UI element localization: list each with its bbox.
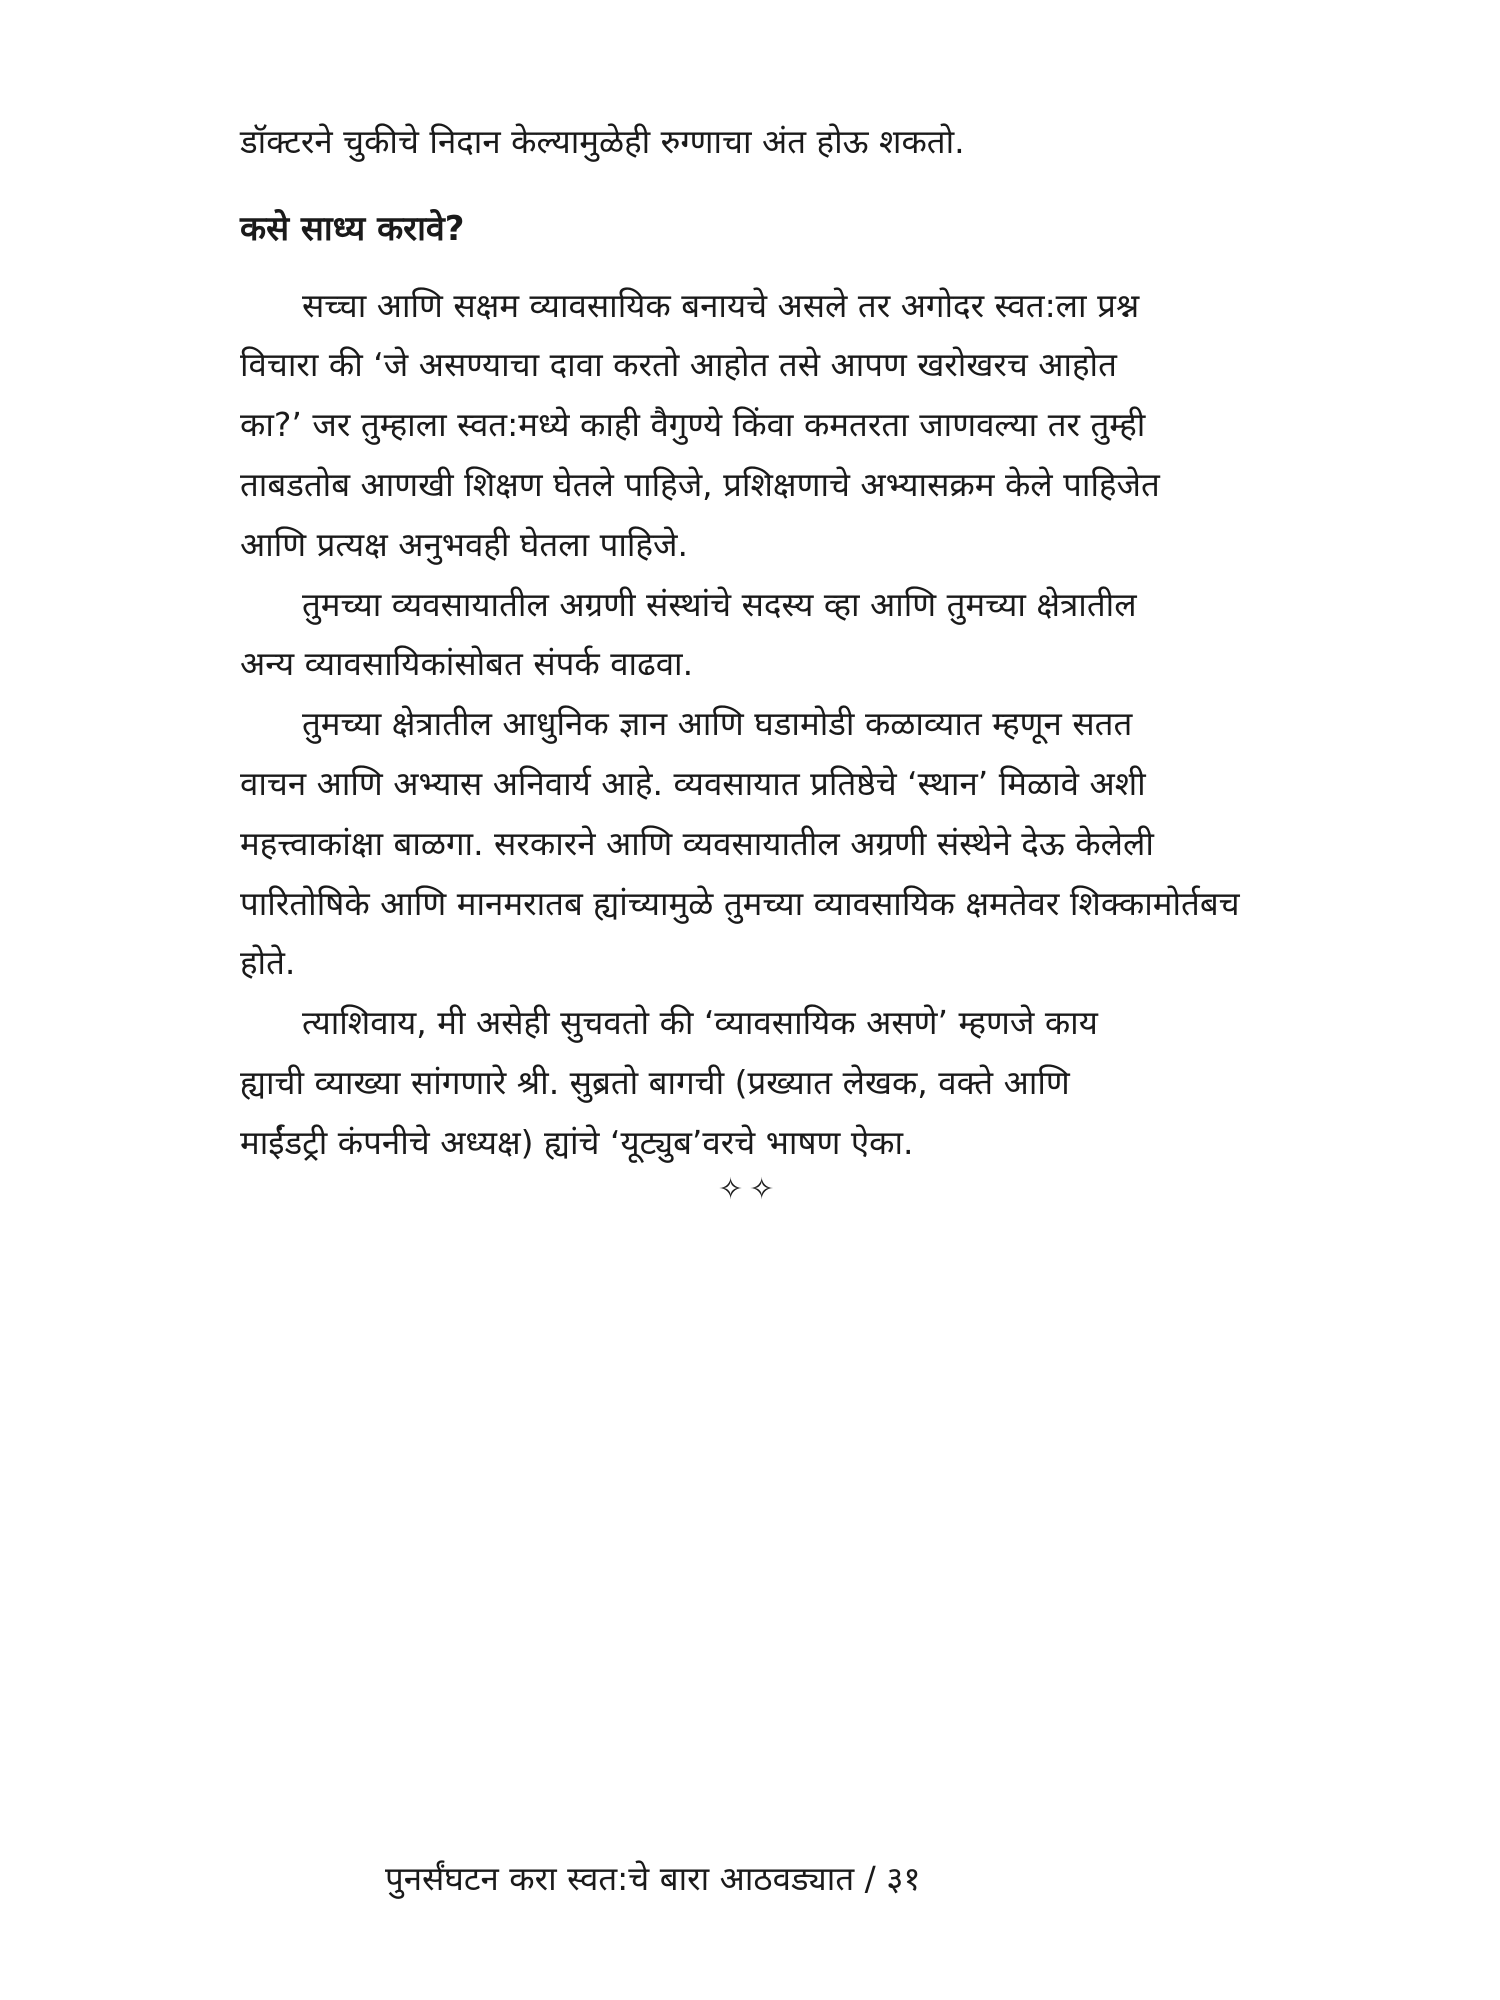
paragraph-line: ह्याची व्याख्या सांगणारे श्री. सुब्रतो बागची (प्रख्यात लेखक, वक्ते आणि (240, 1062, 1070, 1102)
page-body (240, 112, 1280, 1173)
paragraph-line: ताबडतोब आणखी शिक्षण घेतले पाहिजे, प्रशिक्षणाचे अभ्यासक्रम केले पाहिजेत (240, 464, 1160, 504)
section-end-ornament-icon: ✧✧ (718, 1172, 781, 1207)
paragraph-line: तुमच्या व्यवसायातील अग्रणी संस्थांचे सदस्य व्हा आणि तुमच्या क्षेत्रातील (302, 584, 1137, 624)
paragraph-line: अन्य व्यावसायिकांसोबत संपर्क वाढवा. (240, 644, 694, 684)
paragraph-line: पारितोषिके आणि मानमरातब ह्यांच्यामुळे तुमच्या व्यावसायिक क्षमतेवर शिक्कामोर्तबच (240, 883, 1240, 923)
paragraph-line: वाचन आणि अभ्यास अनिवार्य आहे. व्यवसायात प्रतिष्ठेचे ‘स्थान’ मिळावे अशी (240, 763, 1146, 803)
paragraph-line: त्याशिवाय, मी असेही सुचवतो की ‘व्यावसायिक असणे’ म्हणजे काय (302, 1003, 1098, 1043)
paragraph-line: विचारा की ‘जे असण्याचा दावा करतो आहोत तसे आपण खरोखरच आहोत (240, 345, 1117, 385)
paragraph-line: माईंडट्री कंपनीचे अध्यक्ष) ह्यांचे ‘यूट्युब’वरचे भाषण ऐका. (240, 1122, 914, 1162)
paragraph-4 (240, 993, 1280, 1172)
paragraph-3 (240, 694, 1280, 993)
paragraph-line: तुमच्या क्षेत्रातील आधुनिक ज्ञान आणि घडामोडी कळाव्यात म्हणून सतत (302, 704, 1133, 744)
paragraph-1 (240, 276, 1280, 575)
paragraph-line: आणि प्रत्यक्ष अनुभवही घेतला पाहिजे. (240, 524, 688, 564)
section-heading: कसे साध्य करावे? (240, 208, 465, 249)
paragraph-line: होते. (240, 943, 296, 983)
paragraph-line: का?’ जर तुम्हाला स्वत:मध्ये काही वैगुण्ये किंवा कमतरता जाणवल्या तर तुम्ही (240, 405, 1146, 445)
paragraph-2 (240, 575, 1280, 695)
paragraph-line: महत्त्वाकांक्षा बाळगा. सरकारने आणि व्यवसायातील अग्रणी संस्थेने देऊ केलेली (240, 823, 1154, 863)
page-footer: पुनर्संघटन करा स्वत:चे बारा आठवड्यात / ३१ (385, 1859, 921, 1898)
opening-line: डॉक्टरने चुकीचे निदान केल्यामुळेही रुग्णाचा अंत होऊ शकतो. (240, 122, 965, 161)
paragraph-line: सच्चा आणि सक्षम व्यावसायिक बनायचे असले तर अगोदर स्वत:ला प्रश्न (302, 285, 1140, 325)
